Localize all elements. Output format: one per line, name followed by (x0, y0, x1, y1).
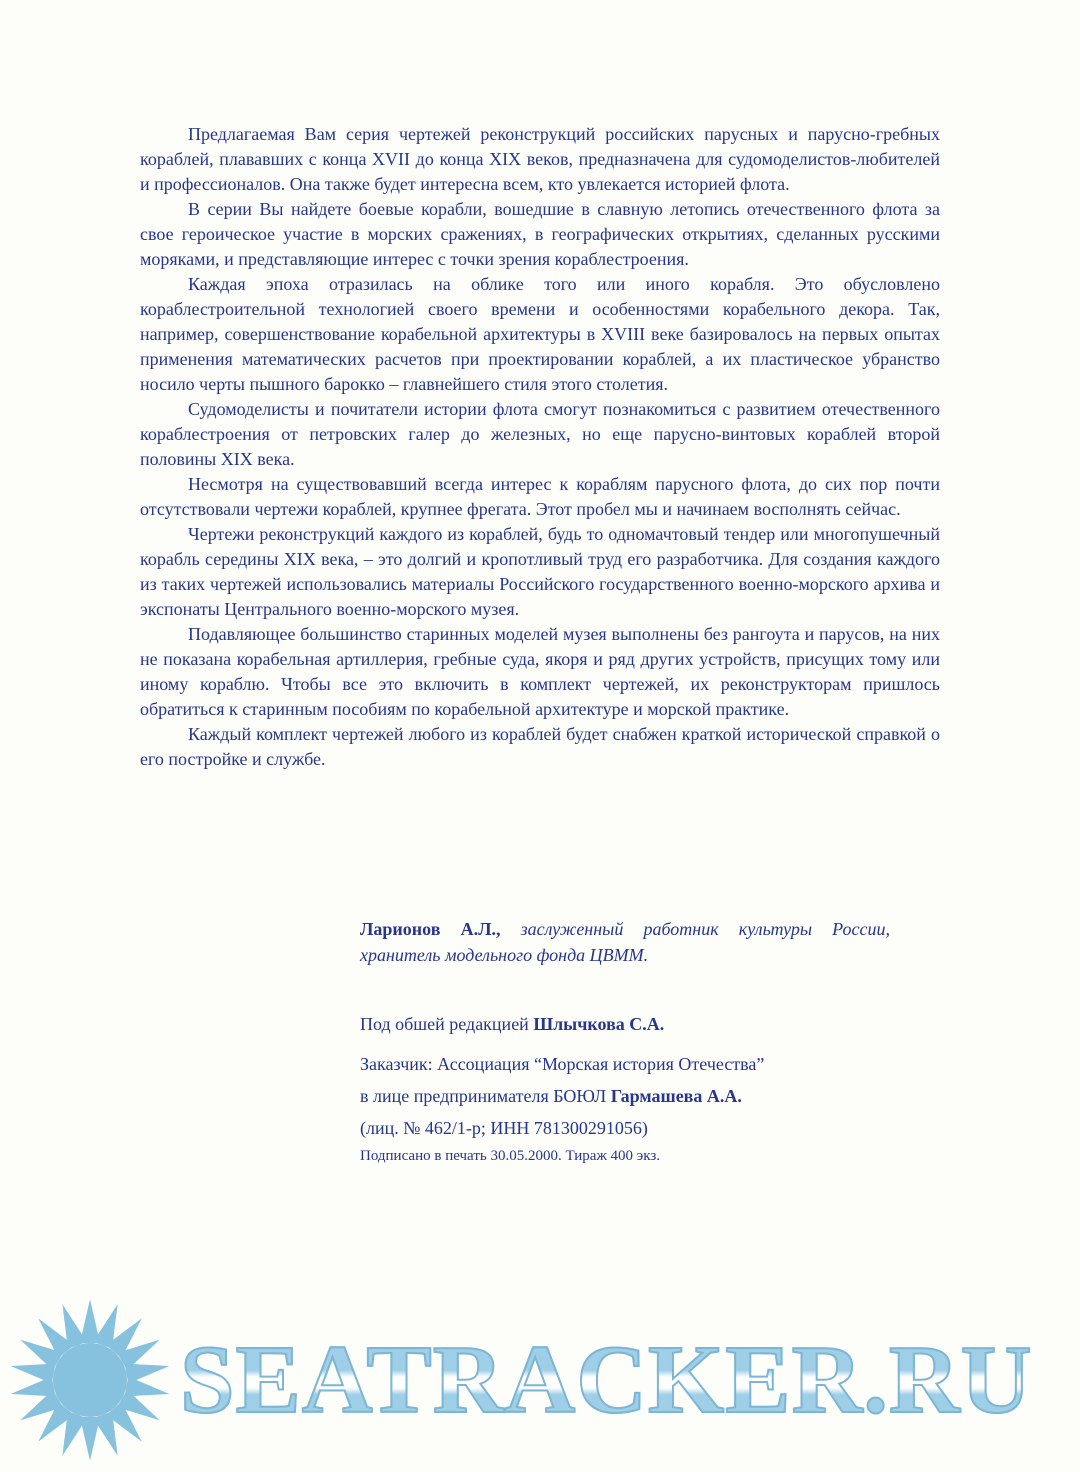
watermark-text: SEATRACKER.RU (174, 1331, 1032, 1429)
paragraph: Несмотря на существовавший всегда интерес к кораблям парусного флота, до сих пор почти отсутствовали чертежи кораблей, крупнее фрегата. Этот пробел мы и начинаем восполнять сейчас. (140, 474, 940, 519)
customer-line2 (360, 1080, 895, 1112)
paragraph: В серии Вы найдете боевые корабли, вошедшие в славную летопись отечественного флота за свое героическое участие в морских сражениях, в географических открытиях, сделанных русскими моряками, и представляющие интерес с точки зрения кораблестроения. (140, 199, 940, 269)
editor-name: Шлычкова С.А. (533, 1014, 665, 1034)
customer-block (360, 1048, 895, 1144)
customer-name: Гармашева А.А. (610, 1086, 742, 1106)
paragraph: Каждая эпоха отразилась на облике того или иного корабля. Это обусловлено кораблестроительной технологией своего времени и особенностями корабельного декора. Так, например, совершенствование корабельной архитектуры в XVIII веке базировалось на первых опытах применения математических расчетов при проектировании кораблей, а их пластическое убранство носило черты пышного барокко – главнейшего стиля этого столетия. (140, 274, 940, 394)
sun-icon (6, 1296, 174, 1464)
customer-line2-prefix: в лице предпринимателя БОЮЛ (360, 1086, 611, 1106)
signature-title: заслуженный работник культуры России, хранитель модельного фонда ЦВММ. (360, 919, 890, 965)
paragraph: Судомоделисты и почитатели истории флота смогут познакомиться с развитием отечественного кораблестроения от петровских галер до железных, но еще парусно-винтовых кораблей второй половины XIX века. (140, 399, 940, 469)
document-body (140, 122, 940, 772)
editor-line (360, 1012, 900, 1036)
customer-line1: Заказчик: Ассоциация “Морская история Отечества” (360, 1054, 765, 1074)
editor-prefix: Под обшей редакцией (360, 1014, 534, 1034)
license-line: (лиц. № 462/1-р; ИНН 781300291056) (360, 1118, 648, 1138)
paragraph: Каждый комплект чертежей любого из кораблей будет снабжен краткой исторической справкой о его постройке и службе. (140, 724, 940, 769)
signature-name: Ларионов А.Л., (360, 919, 501, 939)
watermark (6, 1294, 1080, 1466)
paragraph: Чертежи реконструкций каждого из кораблей, будь то одномачтовый тендер или многопушечный корабль середины XIX века, – это долгий и кропотливый труд его разработчика. Для создания каждого из таких чертежей использовались материалы Российского государственного военно-морского архива и экспонаты Центрального военно-морского музея. (140, 524, 940, 619)
signature-block (360, 916, 890, 968)
paragraph: Подавляющее большинство старинных моделей музея выполнены без рангоута и парусов, на них не показана корабельная артиллерия, гребные суда, якоря и ряд других устройств, присущих тому или иному кораблю. Чтобы все это включить в комплект чертежей, их реконструкторам пришлось обратиться к старинным пособиям по корабельной архитектуре и морской практике. (140, 624, 940, 719)
print-info-line: Подписано в печать 30.05.2000. Тираж 400 экз. (360, 1148, 661, 1164)
paragraph: Предлагаемая Вам серия чертежей реконструкций российских парусных и парусно-гребных кораблей, плававших с конца XVII до конца XIX веков, предназначена для судомоделистов-любителей и профессионалов. Она также будет интересна всем, кто увлекается историей флота. (140, 124, 940, 194)
